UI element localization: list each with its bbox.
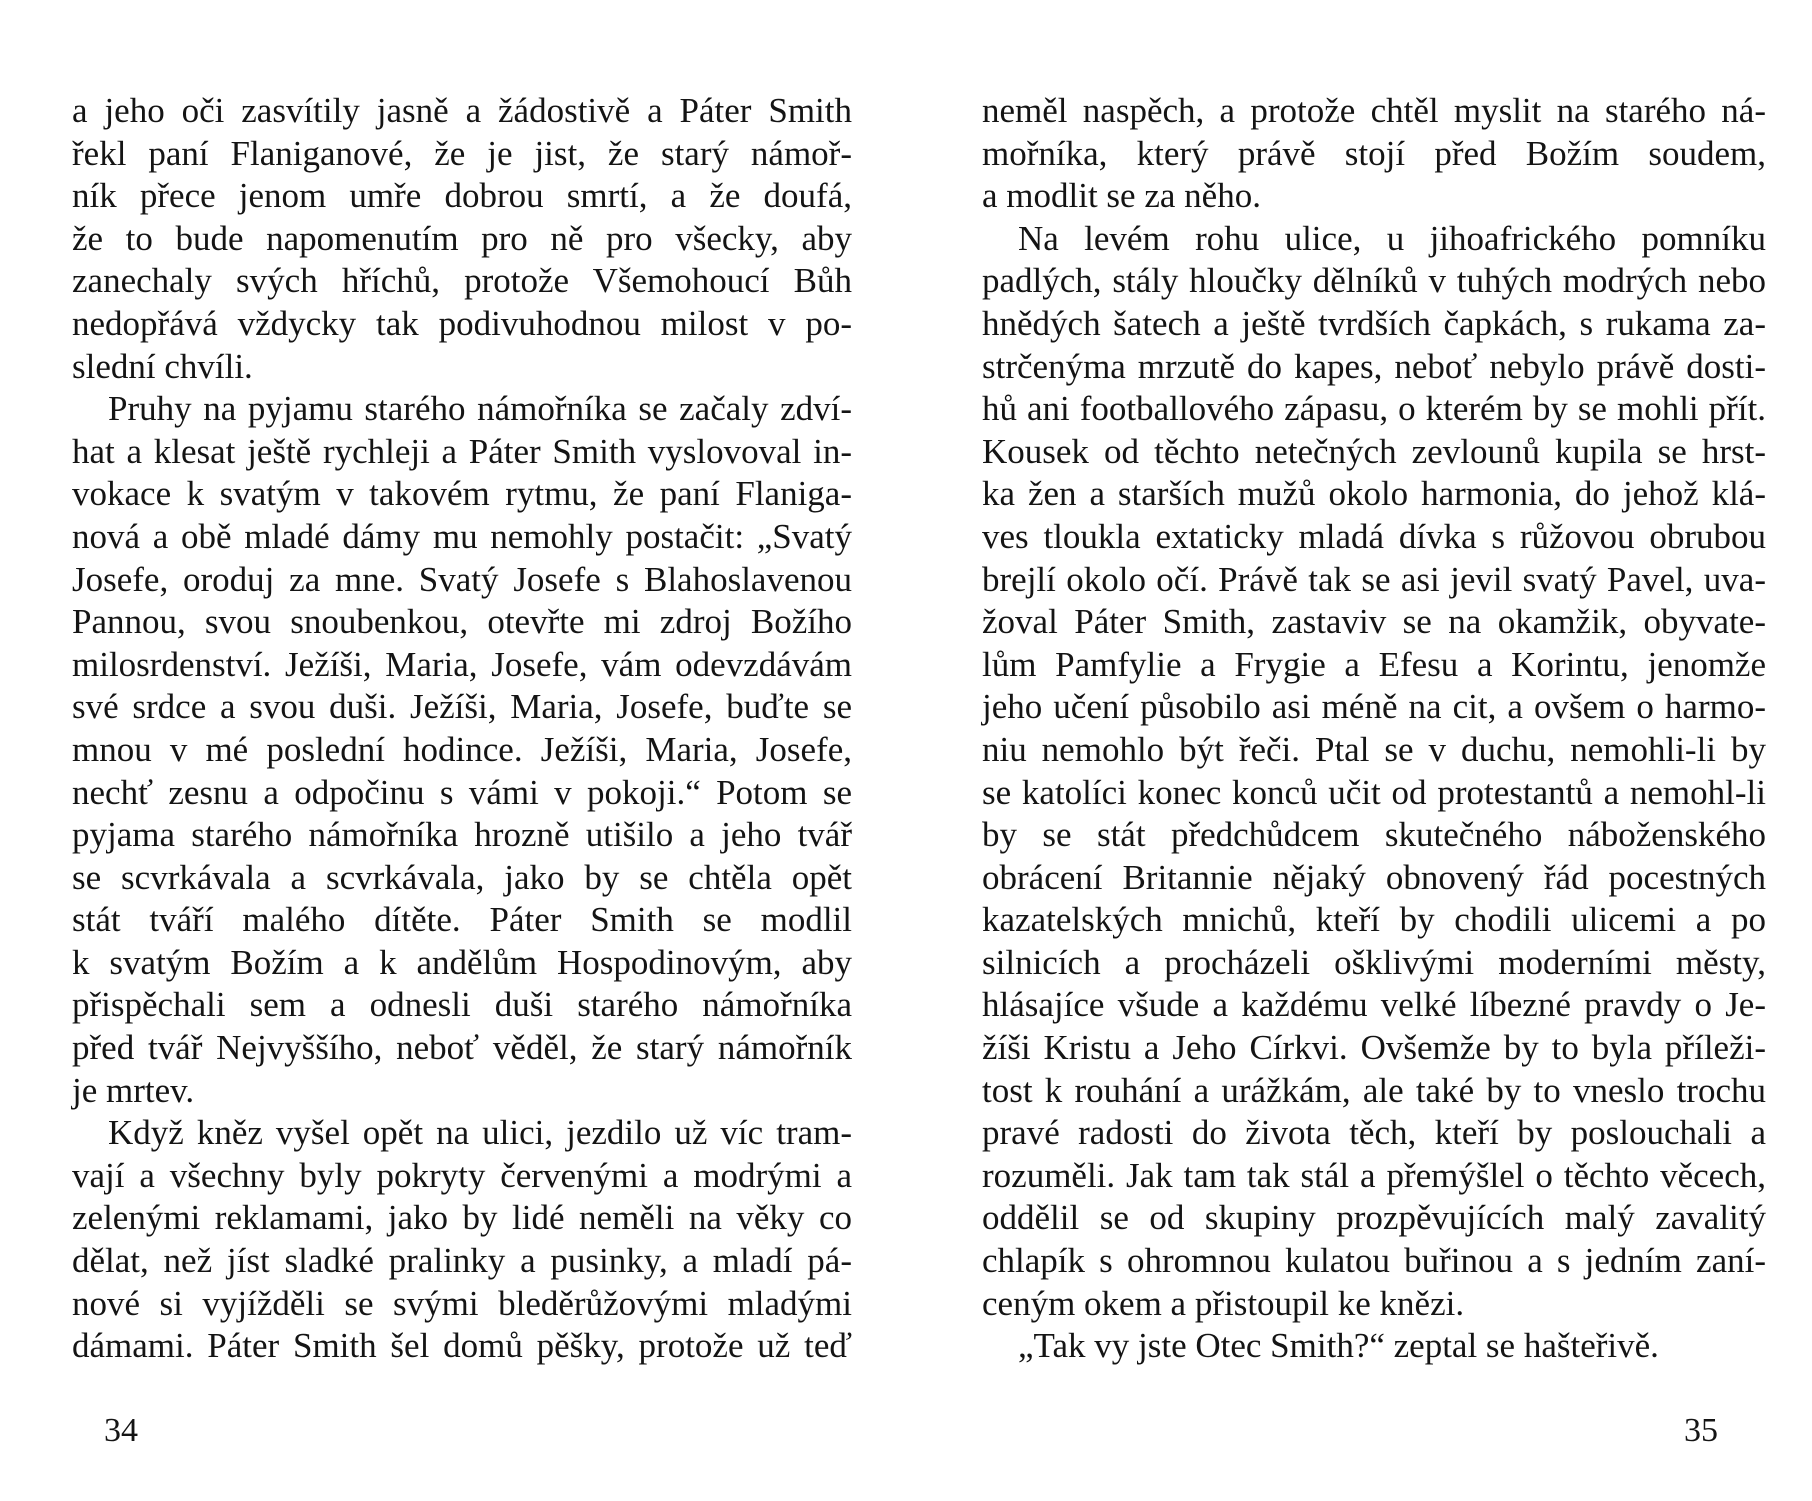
text-line: padlých, stály hloučky dělníků v tuhých modrých nebo (982, 261, 1766, 301)
text-line: lům Pamfylie a Frygie a Efesu a Korintu, jenomže (982, 644, 1766, 684)
text-line: žoval Páter Smith, zastaviv se na okamžik, obyvate- (982, 602, 1766, 642)
text-line: Kousek od těchto netečných zevlounů kupila se hrst- (982, 431, 1766, 471)
text-line: a modlit se za něho. (982, 176, 1261, 216)
text-line: se scvrkávala a scvrkávala, jako by se chtěla opět (72, 857, 852, 897)
text-line: niu nemohlo být řeči. Ptal se v duchu, nemohli-li by (982, 729, 1766, 769)
text-line: pravé radosti do života těch, kteří by poslouchali a (982, 1113, 1766, 1153)
text-line: milosrdenství. Ježíši, Maria, Josefe, vám odevzdávám (72, 644, 852, 684)
text-line: jeho učení působilo asi méně na cit, a ovšem o harmo- (982, 687, 1766, 727)
text-line: ník přece jenom umře dobrou smrtí, a že doufá, (72, 176, 852, 216)
text-line: chlapík s ohromnou kulatou buřinou a s jedním zaní- (982, 1241, 1766, 1281)
right-page-number: 35 (1684, 1412, 1718, 1449)
text-line: dělat, než jíst sladké pralinky a pusinky, a mladí pá- (72, 1241, 852, 1281)
text-line: vají a všechny byly pokryty červenými a modrými a (72, 1155, 852, 1195)
text-line: tost k rouhání a urážkám, ale také by to vneslo trochu (982, 1070, 1766, 1110)
text-line: své srdce a svou duši. Ježíši, Maria, Josefe, buďte se (72, 687, 852, 727)
text-line: vokace k svatým v takovém rytmu, že paní Flaniga- (72, 474, 852, 514)
right-page (906, 0, 1812, 1501)
text-line: mořníka, který právě stojí před Božím soudem, (982, 133, 1766, 173)
text-line: neměl naspěch, a protože chtěl myslit na starého ná- (982, 91, 1766, 130)
text-line: kazatelských mnichů, kteří by chodili ulicemi a po (982, 900, 1766, 940)
text-line: Když kněz vyšel opět na ulici, jezdilo už víc tram- (108, 1113, 852, 1153)
left-page-number: 34 (104, 1412, 138, 1449)
text-line: ves tloukla extaticky mladá dívka s růžovou obrubou (982, 516, 1766, 556)
text-line: mnou v mé poslední hodince. Ježíši, Maria, Josefe, (72, 729, 852, 769)
text-line: dámami. Páter Smith šel domů pěšky, protože už teď (72, 1326, 852, 1366)
text-line: před tvář Nejvyššího, neboť věděl, že starý námořník (72, 1028, 852, 1068)
text-line: hů ani footballového zápasu, o kterém by se mohli přít. (982, 389, 1766, 429)
text-line: ceným okem a přistoupil ke knězi. (982, 1283, 1465, 1323)
text-line: zanechaly svých hříchů, protože Všemohoucí Bůh (72, 261, 852, 301)
text-line: nechť zesnu a odpočinu s vámi v pokoji.“ Potom se (72, 772, 852, 812)
text-line: Pruhy na pyjamu starého námořníka se začaly zdví- (108, 389, 852, 429)
text-line: Pannou, svou snoubenkou, otevřte mi zdroj Božího (72, 602, 852, 642)
text-line: „Tak vy jste Otec Smith?“ zeptal se hašteřivě. (1018, 1326, 1659, 1366)
text-line: přispěchali sem a odnesli duši starého námořníka (72, 985, 852, 1025)
text-line: nové si vyjížděli se svými bleděrůžovými mladými (72, 1283, 852, 1323)
text-line: brejlí okolo očí. Právě tak se asi jevil svatý Pavel, uva- (982, 559, 1766, 599)
text-line: Na levém rohu ulice, u jihoafrického pomníku (1018, 218, 1766, 258)
text-line: pyjama starého námořníka hrozně utišilo a jeho tvář (72, 815, 852, 855)
text-line: strčenýma mrzutě do kapes, neboť nebylo právě dosti- (982, 346, 1766, 386)
text-line: k svatým Božím a k andělům Hospodinovým, aby (72, 942, 852, 982)
text-line: hat a klesat ještě rychleji a Páter Smith vyslovoval in- (72, 431, 852, 471)
text-line: že to bude napomenutím pro ně pro všecky, aby (72, 218, 852, 258)
text-line: řekl paní Flaniganové, že je jist, že starý námoř- (72, 133, 852, 173)
text-line: ka žen a starších mužů okolo harmonia, do jehož klá- (982, 474, 1766, 514)
text-line: slední chvíli. (72, 346, 253, 386)
text-line: stát tváří malého dítěte. Páter Smith se modlil (72, 900, 852, 940)
text-line: a jeho oči zasvítily jasně a žádostivě a Páter Smith (72, 91, 852, 130)
text-line: zelenými reklamami, jako by lidé neměli na věky co (72, 1198, 852, 1238)
left-page-text (72, 90, 852, 1368)
text-line: by se stát předchůdcem skutečného náboženského (982, 815, 1766, 855)
text-line: nedopřává vždycky tak podivuhodnou milost v po- (72, 303, 852, 343)
text-line: silnicích a procházeli ošklivými moderními městy, (982, 942, 1766, 982)
text-line: žíši Kristu a Jeho Církvi. Ovšemže by to byla příleži- (982, 1028, 1766, 1068)
text-line: se katolíci konec konců učit od protestantů a nemohl-li (982, 772, 1766, 812)
text-line: nová a obě mladé dámy mu nemohly postačit: „Svatý (72, 516, 852, 556)
text-line: oddělil se od skupiny prozpěvujících malý zavalitý (982, 1198, 1766, 1238)
text-line: rozuměli. Jak tam tak stál a přemýšlel o těchto věcech, (982, 1155, 1766, 1195)
text-line: je mrtev. (72, 1070, 195, 1110)
text-line: hnědých šatech a ještě tvrdších čapkách, s rukama za- (982, 303, 1766, 343)
right-page-text (982, 90, 1766, 1368)
text-line: hlásajíce všude a každému velké líbezné pravdy o Je- (982, 985, 1766, 1025)
text-line: obrácení Britannie nějaký obnovený řád pocestných (982, 857, 1766, 897)
text-line: Josefe, oroduj za mne. Svatý Josefe s Blahoslavenou (72, 559, 852, 599)
